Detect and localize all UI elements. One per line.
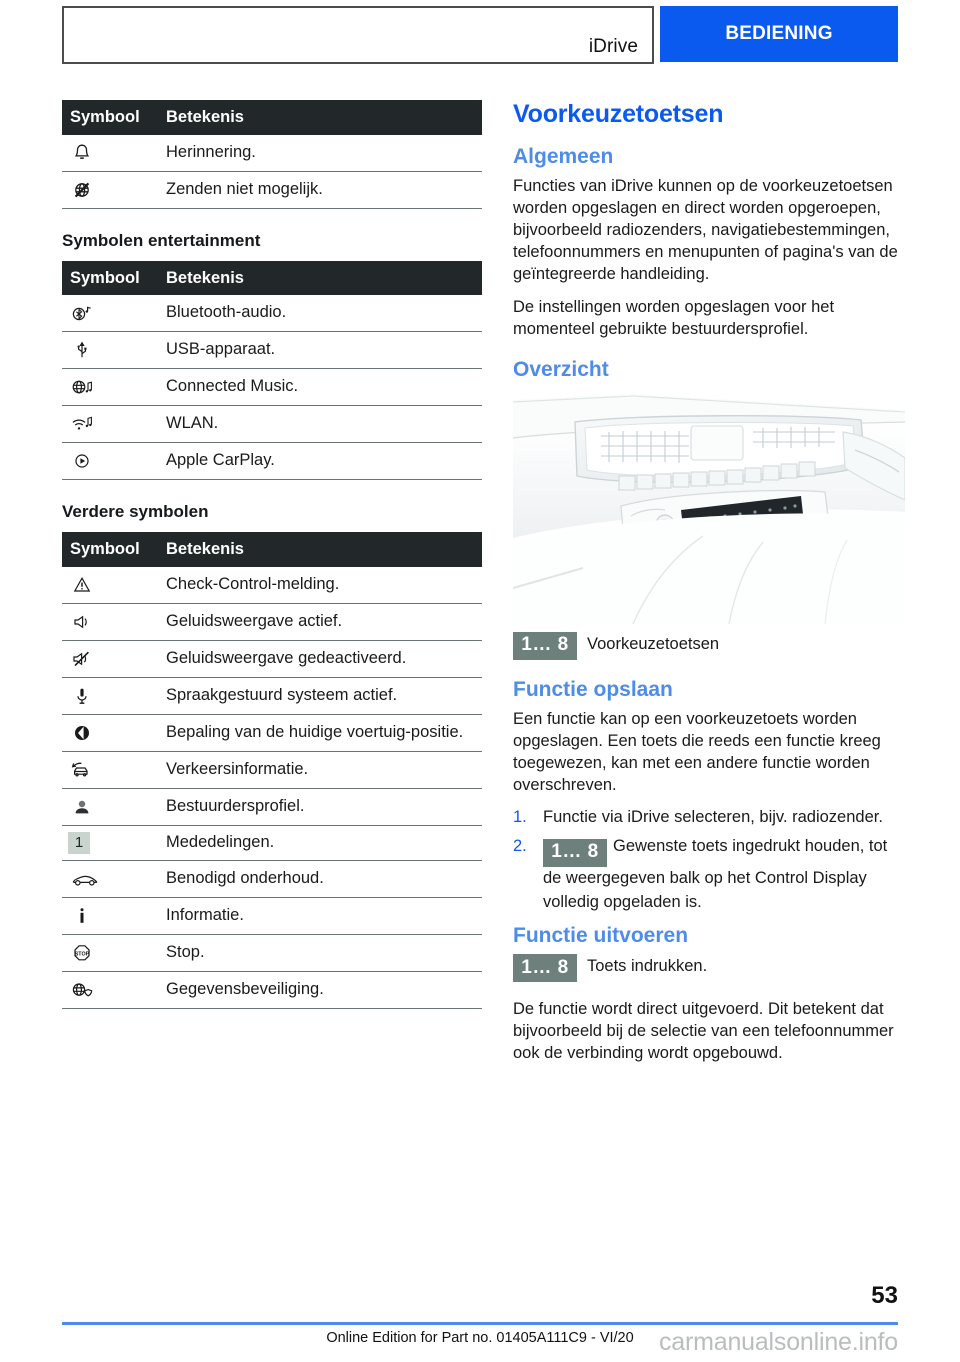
table-row xyxy=(62,825,482,860)
table-row xyxy=(62,406,482,443)
meaning-cell: Apple CarPlay. xyxy=(162,443,482,480)
execute-instruction-text: Toets indrukken. xyxy=(587,957,708,976)
table-symbols-entertainment xyxy=(62,261,482,481)
table-row xyxy=(62,443,482,480)
symbol-cell xyxy=(62,567,162,604)
preset-keys-badge-icon: 1… 8 xyxy=(513,954,577,982)
heading-functie-uitvoeren: Functie uitvoeren xyxy=(513,924,689,948)
meaning-cell: Gegevensbeveiliging. xyxy=(162,972,482,1009)
page-number: 53 xyxy=(871,1282,898,1309)
header-tab-label: iDrive xyxy=(588,36,638,57)
symbol-cell xyxy=(62,135,162,172)
table-header xyxy=(62,261,482,296)
traffic-info-icon xyxy=(68,758,96,782)
meaning-cell: Bluetooth-audio. xyxy=(162,295,482,332)
column-header-meaning: Betekenis xyxy=(162,261,482,296)
footer-edition-text: Online Edition for Part no. 01405A111C9 - VI/20 xyxy=(326,1330,634,1346)
heading-verdere-symbolen: Verdere symbolen xyxy=(62,502,209,522)
step-number: 1. xyxy=(513,808,527,827)
info-icon xyxy=(68,904,96,928)
wlan-music-icon xyxy=(68,412,96,436)
right-column xyxy=(513,100,905,1064)
left-column xyxy=(62,100,482,1011)
heading-symbolen-entertainment: Symbolen entertainment xyxy=(62,230,261,250)
steps-functie-opslaan xyxy=(513,806,905,914)
dashboard-preset-buttons-illustration xyxy=(513,392,905,624)
watermark-text: carmanualsonline.info xyxy=(658,1328,898,1356)
figure-caption-text: Voorkeuzetoetsen xyxy=(587,634,720,653)
meaning-cell: Zenden niet mogelijk. xyxy=(162,171,482,208)
table-row xyxy=(62,751,482,788)
table-header xyxy=(62,100,482,135)
symbol-cell xyxy=(62,171,162,208)
table-row xyxy=(62,972,482,1009)
symbol-cell xyxy=(62,369,162,406)
table-row xyxy=(62,369,482,406)
table-header-row xyxy=(62,100,482,135)
preset-keys-badge-icon: 1… 8 xyxy=(543,839,607,867)
meaning-cell: Mededelingen. xyxy=(162,825,482,860)
table-header xyxy=(62,532,482,567)
microphone-icon xyxy=(68,684,96,708)
carplay-play-icon xyxy=(68,449,96,473)
table-symbols-continued xyxy=(62,100,482,209)
table-row xyxy=(62,788,482,825)
table-row xyxy=(62,898,482,935)
symbol-cell xyxy=(62,714,162,751)
symbol-cell xyxy=(62,677,162,714)
symbol-cell xyxy=(62,443,162,480)
step-item xyxy=(513,835,905,914)
table-row xyxy=(62,714,482,751)
page-footer xyxy=(0,1270,960,1362)
page-header xyxy=(0,0,960,72)
table-row xyxy=(62,640,482,677)
step-text: Gewenste toets ingedrukt houden, tot de weergegeven balk op het Control Display volledig opgeladen is. xyxy=(543,837,888,911)
car-service-icon xyxy=(68,867,102,891)
notification-count-icon: 1 xyxy=(68,832,90,854)
column-header-meaning: Betekenis xyxy=(162,532,482,567)
stop-sign-icon xyxy=(68,941,96,965)
heading-algemeen: Algemeen xyxy=(513,145,614,168)
paragraph-algemeen-1: Functies van iDrive kunnen op de voorkeuzetoetsen worden opgeslagen en direct worden opgeroepen, bijvoorbeeld radiozenders, navigatiebestemmingen, telefoonnummers en menupunten of pagina's van de geïntegreerde handleiding. xyxy=(513,177,898,284)
page-title: Voorkeuzetoetsen xyxy=(513,100,724,128)
meaning-cell: Herinnering. xyxy=(162,135,482,172)
column-header-symbol: Symbool xyxy=(62,532,162,567)
table-body xyxy=(62,135,482,209)
symbol-cell xyxy=(62,935,162,972)
meaning-cell: Bepaling van de huidige voertuig-positie. xyxy=(162,714,482,751)
table-row xyxy=(62,171,482,208)
table-row xyxy=(62,677,482,714)
figure-caption xyxy=(513,632,905,660)
symbol-cell xyxy=(62,640,162,677)
symbol-cell xyxy=(62,861,162,898)
symbol-cell xyxy=(62,751,162,788)
table-row xyxy=(62,295,482,332)
step-text: Functie via iDrive selecteren, bijv. radiozender. xyxy=(543,808,883,827)
column-header-meaning: Betekenis xyxy=(162,100,482,135)
svg-text:STOP: STOP xyxy=(74,951,90,958)
table-body xyxy=(62,567,482,1009)
column-header-symbol: Symbool xyxy=(62,261,162,296)
meaning-cell: WLAN. xyxy=(162,406,482,443)
meaning-cell: Connected Music. xyxy=(162,369,482,406)
symbol-cell xyxy=(62,406,162,443)
symbol-cell xyxy=(62,788,162,825)
speaker-muted-icon xyxy=(68,647,96,671)
execute-instruction-row xyxy=(513,954,905,982)
table-row xyxy=(62,332,482,369)
meaning-cell: Verkeersinformatie. xyxy=(162,751,482,788)
symbol-cell xyxy=(62,825,162,860)
meaning-cell: Geluidsweergave actief. xyxy=(162,603,482,640)
globe-crossed-icon xyxy=(68,178,96,202)
compass-icon xyxy=(68,721,96,745)
driver-profile-icon xyxy=(68,795,96,819)
header-section-label: BEDIENING xyxy=(725,23,833,44)
meaning-cell: Informatie. xyxy=(162,898,482,935)
table-row xyxy=(62,567,482,604)
paragraph-algemeen-2: De instellingen worden opgeslagen voor het momenteel gebruikte bestuurdersprofiel. xyxy=(513,297,835,338)
table-symbols-further xyxy=(62,532,482,1009)
column-header-symbol: Symbool xyxy=(62,100,162,135)
paragraph-functie-uitvoeren: De functie wordt direct uitgevoerd. Dit betekent dat bijvoorbeeld bij de selectie van een telefoonnummer ook de verbinding wordt opgebouwd. xyxy=(513,1000,894,1063)
symbol-cell xyxy=(62,972,162,1009)
preset-keys-badge-icon: 1… 8 xyxy=(513,632,577,660)
meaning-cell: USB-apparaat. xyxy=(162,332,482,369)
step-item xyxy=(513,806,905,828)
table-header-row xyxy=(62,261,482,296)
table-body xyxy=(62,295,482,480)
header-section-banner xyxy=(660,6,898,62)
step-number: 2. xyxy=(513,837,527,856)
table-row xyxy=(62,603,482,640)
heading-overzicht: Overzicht xyxy=(513,357,609,381)
meaning-cell: Benodigd onderhoud. xyxy=(162,861,482,898)
header-tab-idrive xyxy=(62,6,654,64)
meaning-cell: Stop. xyxy=(162,935,482,972)
symbol-cell xyxy=(62,603,162,640)
usb-icon xyxy=(68,338,96,362)
table-header-row xyxy=(62,532,482,567)
symbol-cell xyxy=(62,295,162,332)
warning-triangle-icon xyxy=(68,573,96,597)
table-row xyxy=(62,135,482,172)
bluetooth-audio-icon xyxy=(68,301,96,325)
footer-divider xyxy=(62,1322,898,1325)
heading-functie-opslaan: Functie opslaan xyxy=(513,677,673,701)
meaning-cell: Spraakgestuurd systeem actief. xyxy=(162,677,482,714)
data-privacy-icon xyxy=(68,978,96,1002)
table-row xyxy=(62,935,482,972)
symbol-cell xyxy=(62,898,162,935)
meaning-cell: Geluidsweergave gedeactiveerd. xyxy=(162,640,482,677)
bell-icon xyxy=(68,141,96,165)
connected-music-icon xyxy=(68,375,96,399)
symbol-cell xyxy=(62,332,162,369)
meaning-cell: Bestuurdersprofiel. xyxy=(162,788,482,825)
paragraph-functie-opslaan: Een functie kan op een voorkeuzetoets worden opgeslagen. Een toets die reeds een functie kreeg toegewezen, kan met een andere functie worden overschreven. xyxy=(513,709,881,795)
table-row xyxy=(62,861,482,898)
speaker-on-icon xyxy=(68,610,96,634)
meaning-cell: Check-Control-melding. xyxy=(162,567,482,604)
